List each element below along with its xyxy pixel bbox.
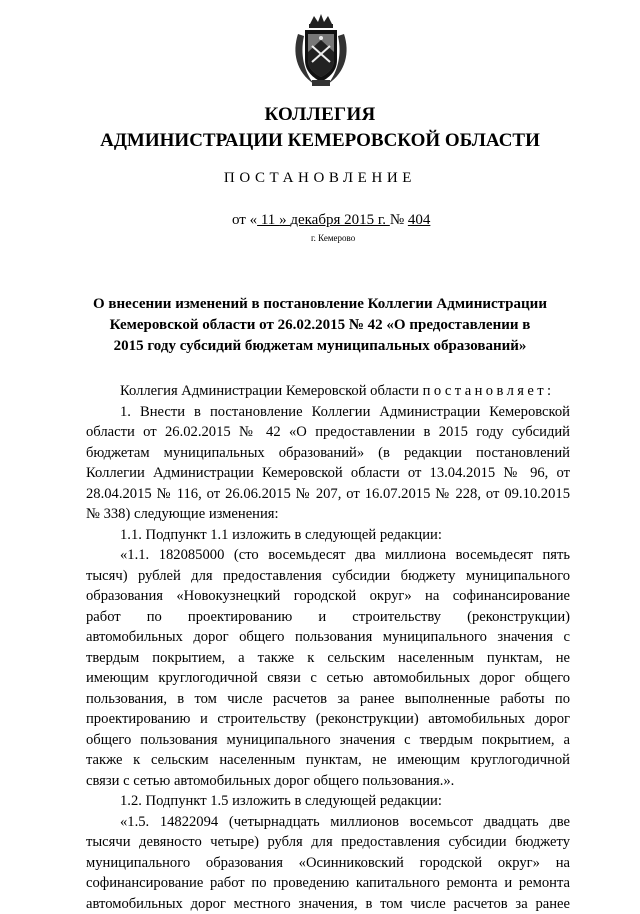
body-line: Коллегии Администрации Кемеровской области от 13.04.2015 № 96, от	[86, 463, 570, 484]
document-type: ПОСТАНОВЛЕНИЕ	[0, 170, 640, 187]
body-line: «1.1. 182085000 (сто восемьдесят два миллиона восемьдесят пять	[86, 545, 570, 566]
body-line: автомобильных дорог местного значения, в том числе расчетов за ранее	[86, 894, 570, 914]
body-line: 1. Внести в постановление Коллегии Администрации Кемеровской	[86, 402, 570, 423]
title-line: О внесении изменений в постановление Коллегии Администрации	[60, 294, 580, 315]
body-line: № 338) следующие изменения:	[86, 504, 570, 525]
body-line: имеющим круглогодичной связи с сетью автомобильных дорог общего	[86, 668, 570, 689]
date-prefix: от «	[232, 212, 257, 228]
resolves-word: постановляет:	[423, 383, 555, 399]
body-line: тысячи девяносто четыре) рубля для предоставления субсидии бюджету	[86, 832, 570, 853]
body-line: бюджетам муниципальных образований» (в редакции постановлений	[86, 443, 570, 464]
body-line: тысяч) рублей для предоставления субсидии бюджету муниципального	[86, 566, 570, 587]
title-line: Кемеровской области от 26.02.2015 № 42 «О предоставлении в	[60, 315, 580, 336]
body-line: автомобильных дорог общего пользования муниципального значения с	[86, 627, 570, 648]
body-line: муниципального образования «Осинниковский городской округ» на	[86, 853, 570, 874]
coat-of-arms-emblem	[290, 12, 352, 90]
intro-line	[86, 381, 570, 402]
body-line: софинансирование работ по проведению капитального ремонта и ремонта	[86, 873, 570, 894]
body-line: области от 26.02.2015 № 42 «О предоставлении в 2015 году субсидий	[86, 422, 570, 443]
document-date-number	[232, 212, 430, 229]
body-line: общего пользования муниципального значения с твердым покрытием, а	[86, 730, 570, 751]
body-line: работ по проектированию и строительству (реконструкции)	[86, 607, 570, 628]
date-month-year: декабря 2015 г.	[290, 212, 390, 228]
organization-name-line2: АДМИНИСТРАЦИИ КЕМЕРОВСКОЙ ОБЛАСТИ	[0, 130, 640, 152]
body-line: проектированию и строительству (реконструкции) автомобильных дорог	[86, 709, 570, 730]
document-title	[60, 294, 580, 357]
body-line: также к сельским населенным пунктам, не имеющим круглогодичной	[86, 750, 570, 771]
title-line: 2015 году субсидий бюджетам муниципальных образований»	[60, 336, 580, 357]
body-line: пользования, в том числе расчетов за ранее выполненные работы по	[86, 689, 570, 710]
city-name: г. Кемерово	[311, 233, 355, 243]
intro-text: Коллегия Администрации Кемеровской области	[120, 383, 423, 399]
body-line: образования «Новокузнецкий городской округ» на софинансирование	[86, 586, 570, 607]
body-line: связи с сетью автомобильных дорог общего пользования.».	[86, 771, 570, 792]
body-line: 1.1. Подпункт 1.1 изложить в следующей редакции:	[86, 525, 570, 546]
date-quote-close: »	[279, 212, 290, 228]
number-label: №	[390, 212, 408, 228]
organization-name-line1: КОЛЛЕГИЯ	[0, 104, 640, 126]
body-line: 1.2. Подпункт 1.5 изложить в следующей редакции:	[86, 791, 570, 812]
body-line: твердым покрытием, а также к сельским населенным пунктам, не	[86, 648, 570, 669]
body-line: 28.04.2015 № 116, от 26.06.2015 № 207, от 16.07.2015 № 228, от 09.10.2015	[86, 484, 570, 505]
date-day: 11	[257, 212, 279, 228]
document-body	[86, 381, 570, 914]
body-line: «1.5. 14822094 (четырнадцать миллионов восемьсот двадцать две	[86, 812, 570, 833]
document-number: 404	[408, 212, 431, 228]
